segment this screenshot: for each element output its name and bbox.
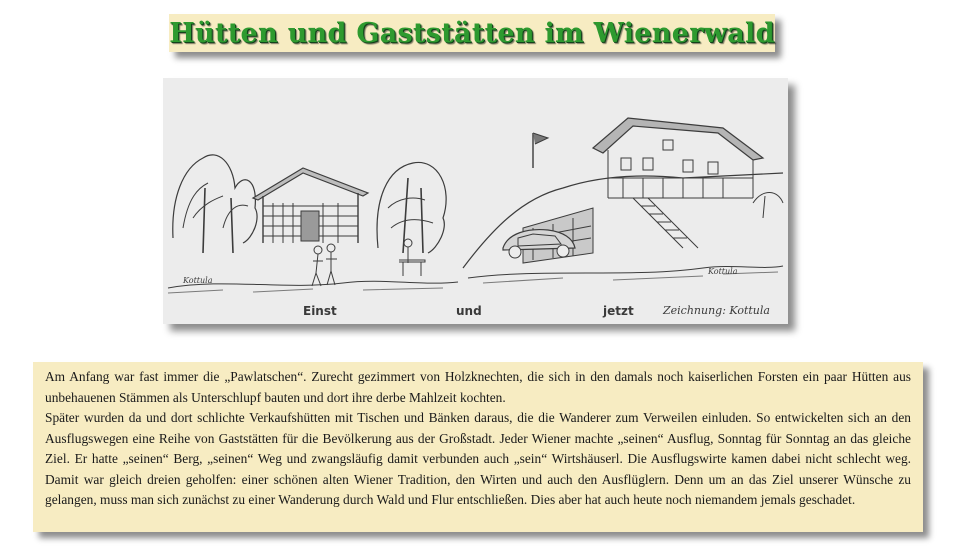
article-paragraph-2: Später wurden da und dort schlichte Verkaufshütten mit Tischen und Bänken daraus, die die Wanderer zum Verweilen einluden. So entwickelten sich an den Ausflugswegen eine Reihe von Gaststätten für die Bevölkerung aus der Großstadt. Jeder Wiener machte „seinen“ Ausflug, Sonntag für Sonntag an das gleiche Ziel. Er hatte „seinen“ Berg, „seinen“ Weg und zwangsläufig damit verbunden auch „sein“ Wirtshäuserl. Die Ausflugswirte kamen dabei nicht schlecht weg. Damit war gleich dreien geholfen: einer schönen alten Wiener Tradition, den Wirten und auch den Ausflüglern. Denn um an das Ziel unserer Wünsche zu gelangen, muss man sich zunächst zu einer Wanderung durch Wald und Flur entschließen. Dies aber hat auch heute noch niemandem jemals geschadet.: [45, 410, 911, 507]
svg-text:Kottula: Kottula: [183, 276, 213, 285]
old-hut-sketch: [168, 155, 458, 293]
article-paragraph-1: Am Anfang war fast immer die „Pawlatschen“. Zurecht gezimmert von Holzknechten, die sich in den damals noch kaiserlichen Forsten ein paar Hütten aus unbehauenen Stämmen als Unterschlupf bauten und dort ihre derbe Mahlzeit kochten.: [45, 369, 911, 405]
new-inn-sketch: [463, 118, 783, 283]
caption-einst: Einst: [303, 304, 337, 318]
article-box: [33, 362, 923, 532]
illustration-signature: Zeichnung: Kottula: [663, 304, 770, 317]
sketch-drawing: [163, 78, 788, 324]
page-title: Hütten und Gaststätten im Wienerwald: [169, 17, 775, 49]
svg-text:Kottula: Kottula: [708, 267, 738, 276]
caption-und: und: [456, 304, 482, 318]
title-banner: [169, 14, 775, 52]
sketch-illustration: [163, 78, 788, 324]
caption-jetzt: jetzt: [603, 304, 634, 318]
